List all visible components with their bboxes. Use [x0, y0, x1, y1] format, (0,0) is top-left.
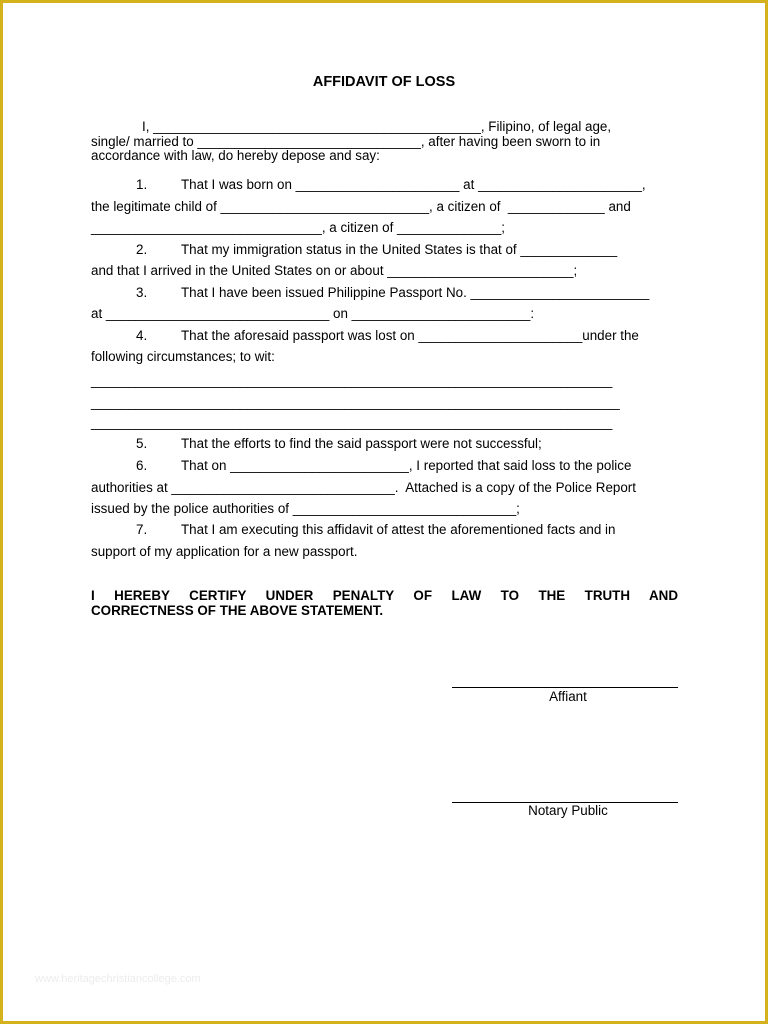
- document-title: AFFIDAVIT OF LOSS: [312, 74, 456, 90]
- item-1-line-1: That I was born on ______________________ at ______________________,: [181, 177, 646, 192]
- item-2-number: 2.: [136, 242, 148, 257]
- item-2-line-2: and that I arrived in the United States on or about _________________________;: [91, 263, 578, 278]
- item-4-line-2: following circumstances; to wit:: [91, 349, 275, 364]
- certification-line-1: I HEREBY CERTIFY UNDER PENALTY OF LAW TO THE TRUTH AND: [91, 588, 678, 603]
- item-6-line-3: issued by the police authorities of ______________________________;: [91, 501, 520, 516]
- notary-label: Notary Public: [528, 803, 608, 818]
- item-5-line-1: That the efforts to find the said passport were not successful;: [181, 436, 542, 451]
- item-4-number: 4.: [136, 328, 148, 343]
- item-4-line-1: That the aforesaid passport was lost on ______________________under the: [181, 328, 639, 343]
- item-4-blank-line-1: ______________________________________________________________________: [91, 373, 613, 388]
- intro-line-2: single/ married to ______________________________, after having been sworn to in: [91, 134, 601, 149]
- certification-line-2: CORRECTNESS OF THE ABOVE STATEMENT.: [91, 603, 384, 618]
- item-4-blank-line-2: _______________________________________________________________________: [91, 395, 620, 410]
- item-7-line-2: support of my application for a new passport.: [91, 544, 358, 559]
- item-3-number: 3.: [136, 285, 148, 300]
- item-7-line-1: That I am executing this affidavit of attest the aforementioned facts and in: [181, 522, 616, 537]
- item-5-number: 5.: [136, 436, 148, 451]
- affiant-label: Affiant: [549, 689, 587, 704]
- intro-line-1: I, ____________________________________________, Filipino, of legal age,: [142, 119, 612, 134]
- item-3-line-2: at ______________________________ on ________________________:: [91, 306, 535, 321]
- item-1-number: 1.: [136, 177, 148, 192]
- watermark-text: www.heritagechristiancollege.com: [35, 973, 201, 985]
- item-1-line-2: the legitimate child of ____________________________, a citizen of _____________ and: [91, 199, 631, 214]
- item-1-line-3: _______________________________, a citizen of ______________;: [91, 220, 506, 235]
- item-3-line-1: That I have been issued Philippine Passport No. ________________________: [181, 285, 650, 300]
- intro-line-3: accordance with law, do hereby depose and say:: [91, 148, 380, 163]
- item-4-blank-line-3: ______________________________________________________________________: [91, 415, 613, 430]
- item-6-line-1: That on ________________________, I reported that said loss to the police: [181, 458, 632, 473]
- item-6-line-2: authorities at ______________________________. Attached is a copy of the Police Report: [91, 480, 636, 495]
- item-2-line-1: That my immigration status in the United States is that of _____________: [181, 242, 618, 257]
- item-7-number: 7.: [136, 522, 148, 537]
- item-6-number: 6.: [136, 458, 148, 473]
